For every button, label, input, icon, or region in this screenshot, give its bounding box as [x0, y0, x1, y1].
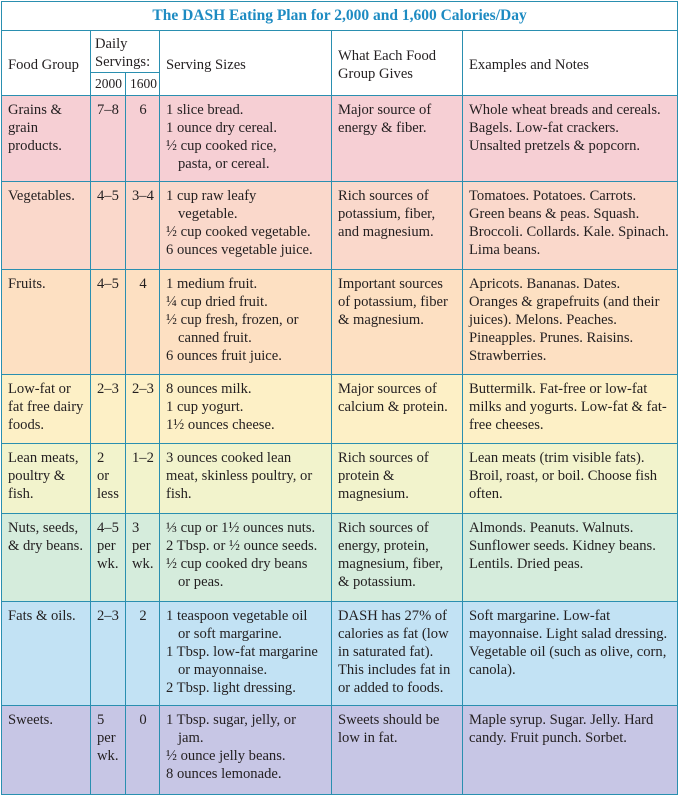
serving-sizes-cell: [160, 513, 332, 601]
servings-2000-cell: 2–3: [91, 374, 126, 443]
examples-cell: Apricots. Bananas. Dates. Oranges & grapefruits (and their juices). Melons. Peaches. Pineapples. Prunes. Raisins. Strawberries.: [463, 270, 678, 375]
table-row: [2, 270, 678, 375]
food-group-cell: Nuts, seeds, & dry beans.: [2, 513, 91, 601]
serving-line: or peas.: [178, 573, 224, 590]
group-gives-cell: Rich sources of potassium, fiber, and magnesium.: [332, 181, 463, 269]
servings-2000-cell: 2–3: [91, 601, 126, 706]
examples-cell: Lean meats (trim visible fats). Broil, roast, or boil. Choose fish often.: [463, 444, 678, 513]
header-serving-sizes: Serving Sizes: [160, 31, 332, 96]
serving-line: 1½ ounces cheese.: [166, 416, 275, 433]
serving-line: 3 ounces cooked lean meat, skinless poultry, or fish.: [166, 450, 313, 503]
group-gives-cell: Rich sources of protein & magnesium.: [332, 444, 463, 513]
table-row: [2, 601, 678, 706]
header-1600: 1600: [126, 73, 160, 96]
table-row: [2, 374, 678, 443]
group-gives-cell: Sweets should be low in fat.: [332, 706, 463, 795]
serving-sizes-cell: [160, 601, 332, 706]
serving-line: 1 cup yogurt.: [166, 398, 244, 415]
serving-line: jam.: [178, 730, 204, 747]
serving-line: 8 ounces milk.: [166, 380, 252, 397]
serving-line: ⅓ cup or 1½ ounces nuts.: [166, 519, 316, 536]
servings-1600-cell: 1–2: [126, 444, 160, 513]
serving-line: 1 teaspoon vegetable oil: [166, 607, 308, 624]
servings-2000-cell: 7–8: [91, 96, 126, 181]
serving-line: ½ cup cooked rice,: [166, 138, 277, 155]
food-group-cell: Fats & oils.: [2, 601, 91, 706]
examples-cell: Buttermilk. Fat-free or low-fat milks and yogurts. Low-fat & fat-free cheeses.: [463, 374, 678, 443]
servings-2000-cell: 5 per wk.: [91, 706, 126, 795]
servings-2000-cell: 4–5: [91, 181, 126, 269]
serving-line: 6 ounces fruit juice.: [166, 348, 282, 365]
header-examples: Examples and Notes: [463, 31, 678, 96]
examples-cell: Tomatoes. Potatoes. Carrots. Green beans & peas. Squash. Broccoli. Collards. Kale. Spinach. Lima beans.: [463, 181, 678, 269]
servings-1600-cell: 0: [126, 706, 160, 795]
serving-line: 8 ounces lemonade.: [166, 766, 282, 783]
table-row: [2, 444, 678, 513]
header-daily-servings: Daily Servings:: [91, 31, 160, 73]
table-row: [2, 96, 678, 181]
table-row: [2, 513, 678, 601]
serving-line: ½ ounce jelly beans.: [166, 748, 286, 765]
header-food-group: Food Group: [2, 31, 91, 96]
serving-sizes-cell: [160, 96, 332, 181]
header-what-gives: What Each Food Group Gives: [332, 31, 463, 96]
serving-line: pasta, or cereal.: [178, 156, 270, 173]
servings-1600-cell: 2–3: [126, 374, 160, 443]
serving-line: ½ cup cooked dry beans: [166, 555, 308, 572]
group-gives-cell: Major sources of calcium & protein.: [332, 374, 463, 443]
serving-sizes-cell: [160, 374, 332, 443]
serving-line: ½ cup fresh, frozen, or: [166, 312, 299, 329]
servings-1600-cell: 2: [126, 601, 160, 706]
table-title: The DASH Eating Plan for 2,000 and 1,600 Calories/Day: [2, 2, 678, 31]
serving-line: canned fruit.: [178, 330, 252, 347]
group-gives-cell: DASH has 27% of calories as fat (low in saturated fat). This includes fat in or added to foods.: [332, 601, 463, 706]
serving-sizes-cell: [160, 706, 332, 795]
serving-line: ½ cup cooked vegetable.: [166, 223, 311, 240]
serving-line: ¼ cup dried fruit.: [166, 294, 268, 311]
serving-line: vegetable.: [178, 205, 238, 222]
servings-1600-cell: 6: [126, 96, 160, 181]
examples-cell: Whole wheat breads and cereals. Bagels. Low-fat crackers. Unsalted pretzels & popcorn.: [463, 96, 678, 181]
servings-1600-cell: 3–4: [126, 181, 160, 269]
servings-1600-cell: 4: [126, 270, 160, 375]
food-group-cell: Low-fat or fat free dairy foods.: [2, 374, 91, 443]
group-gives-cell: Rich sources of energy, protein, magnesium, fiber, & potassium.: [332, 513, 463, 601]
serving-sizes-cell: [160, 181, 332, 269]
serving-sizes-cell: [160, 444, 332, 513]
food-group-cell: Fruits.: [2, 270, 91, 375]
servings-1600-cell: 3 per wk.: [126, 513, 160, 601]
examples-cell: Almonds. Peanuts. Walnuts. Sunflower seeds. Kidney beans. Lentils. Dried peas.: [463, 513, 678, 601]
serving-line: 6 ounces vegetable juice.: [166, 241, 313, 258]
table-row: [2, 706, 678, 795]
food-group-cell: Vegetables.: [2, 181, 91, 269]
table-row: [2, 181, 678, 269]
serving-line: 2 Tbsp. light dressing.: [166, 679, 296, 696]
serving-line: 1 slice bread.: [166, 102, 244, 119]
servings-2000-cell: 2 or less: [91, 444, 126, 513]
food-group-cell: Sweets.: [2, 706, 91, 795]
serving-line: 1 ounce dry cereal.: [166, 120, 278, 137]
serving-line: 2 Tbsp. or ½ ounce seeds.: [166, 537, 318, 554]
servings-2000-cell: 4–5: [91, 270, 126, 375]
food-group-cell: Grains & grain products.: [2, 96, 91, 181]
serving-line: or soft margarine.: [178, 625, 282, 642]
serving-line: 1 cup raw leafy: [166, 187, 257, 204]
examples-cell: Soft margarine. Low-fat mayonnaise. Light salad dressing. Vegetable oil (such as olive, corn, canola).: [463, 601, 678, 706]
header-2000: 2000: [91, 73, 126, 96]
food-group-cell: Lean meats, poultry & fish.: [2, 444, 91, 513]
dash-eating-plan-table: [1, 1, 678, 795]
serving-line: 1 medium fruit.: [166, 276, 258, 293]
serving-line: 1 Tbsp. low-fat margarine: [166, 643, 318, 660]
serving-line: 1 Tbsp. sugar, jelly, or: [166, 712, 296, 729]
servings-2000-cell: 4–5 per wk.: [91, 513, 126, 601]
serving-line: or mayonnaise.: [178, 661, 268, 678]
group-gives-cell: Major source of energy & fiber.: [332, 96, 463, 181]
group-gives-cell: Important sources of potassium, fiber & magnesium.: [332, 270, 463, 375]
examples-cell: Maple syrup. Sugar. Jelly. Hard candy. Fruit punch. Sorbet.: [463, 706, 678, 795]
serving-sizes-cell: [160, 270, 332, 375]
